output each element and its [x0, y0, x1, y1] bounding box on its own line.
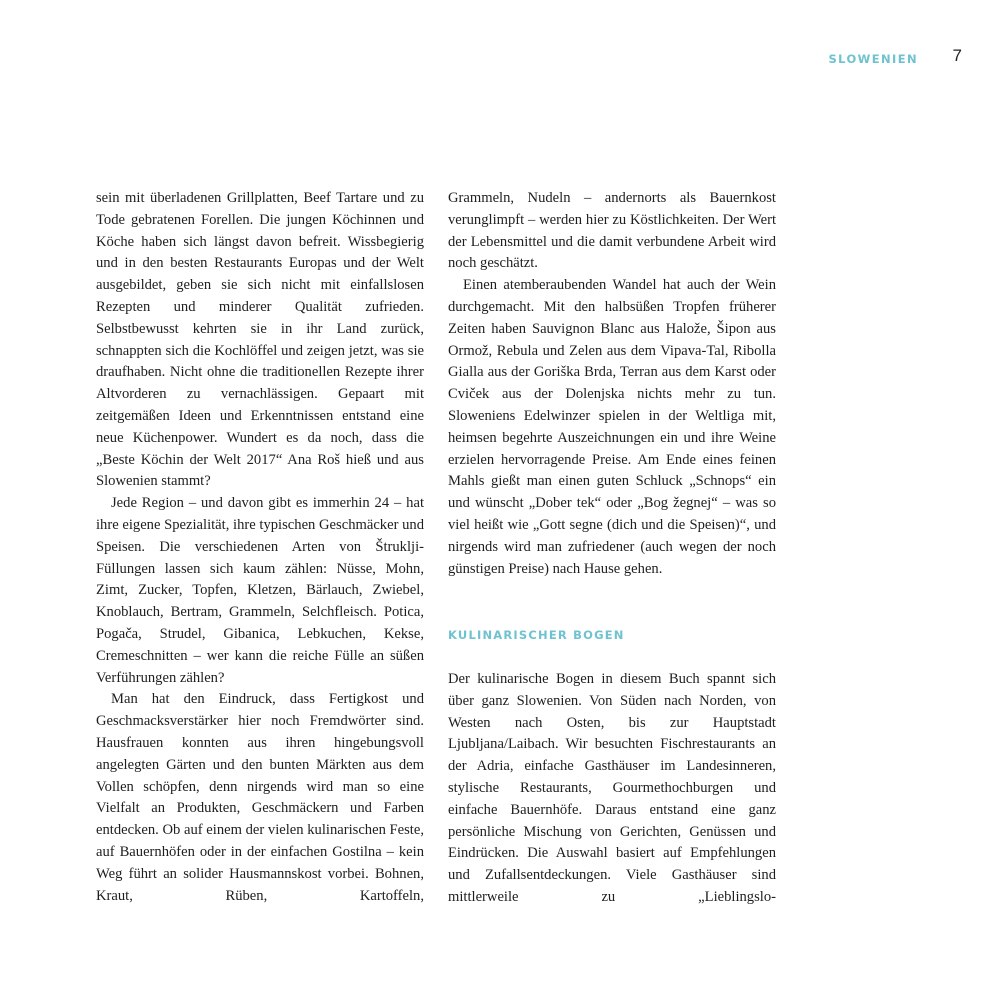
section-subheading: KULINARISCHER BOGEN: [448, 628, 625, 642]
page-number: 7: [952, 46, 962, 65]
paragraph-right-2: Einen atemberaubenden Wandel hat auch der Wein durchgemacht. Mit den halbsüßen Tropfen früherer Zeiten haben Sauvignon Blanc aus Halože, Šipon aus Ormož, Rebula und Zelen aus dem Vipava-Tal, Ribolla Gialla aus der Goriška Brda, Terran aus dem Karst oder Cviček aus der Dolenjska nichts mehr zu tun. Sloweniens Edelwinzer spielen in der Weltliga mit, heimsen begehrte Auszeichnungen ein und ihre Weine erzielen hervorragende Preise. Am Ende eines feinen Mahls gießt man einen guten Schluck „Schnops“ ein und wünscht „Dober tek“ oder „Bog žegnej“ – was so viel heißt wie „Gott segne (dich und die Speisen)“, und nirgends wird man zufriedener (auch wegen der noch günstigen Preise) nach Hause gehen.: [448, 277, 776, 577]
paragraph-left-3: Man hat den Eindruck, dass Fertigkost und Geschmacksverstärker hier noch Fremdwörter sind. Hausfrauen konnten aus ihren hingebungsvoll angelegten Gärten und den bunten Märkten aus dem Vollen schöpfen, denn nirgends wird man so eine Vielfalt an Produkten, Geschmäckern und Farben entdecken. Ob auf einem der vielen kulinarischen Feste, auf Bauernhöfen oder in der einfachen Gostilna – kein Weg führt an solider Hausmannskost vorbei. Bohnen, Kraut, Rüben, Kartoffeln,: [96, 691, 424, 904]
paragraph-left-2: Jede Region – und davon gibt es immerhin 24 – hat ihre eigene Spezialität, ihre typischen Geschmäcker und Speisen. Die verschiedenen Arten von Štruklji-Füllungen lassen sich kaum zählen: Nüsse, Mohn, Zimt, Zucker, Topfen, Kletzen, Bärlauch, Zwiebel, Knoblauch, Bertram, Grammeln, Selchfleisch. Potica, Pogača, Strudel, Gibanica, Lebkuchen, Kekse, Cremeschnitten – wer kann die reiche Fülle an süßen Verführungen zählen?: [96, 495, 424, 686]
paragraph-right-1: Grammeln, Nudeln – andernorts als Bauernkost verunglimpft – werden hier zu Köstlichkeiten. Der Wert der Lebensmittel und die damit verbundene Arbeit wird noch geschätzt.: [448, 190, 776, 272]
paragraph-left-1: sein mit überladenen Grillplatten, Beef Tartare und zu Tode gebratenen Forellen. Die jungen Köchinnen und Köche haben sich längst davon befreit. Wissbegierig und in den besten Restaurants Europas und der Welt ausgebildet, geben sie sich nicht mit einfallslosen Rezepten und minderer Qualität zufrieden. Selbstbewusst kehrten sie in ihr Land zurück, schnappten sich die Kochlöffel und zeigen jetzt, was sie draufhaben. Nicht ohne die traditionellen Rezepte ihrer Altvorderen zu vernachlässigen. Gepaart mit zeitgemäßen Ideen und Erkenntnissen entstand eine neue Küchenpower. Wundert es da noch, dass die „Beste Köchin der Welt 2017“ Ana Roš hieß und aus Slowenien stammt?: [96, 190, 424, 490]
section-title: SLOWENIEN: [828, 52, 918, 66]
left-column: [96, 188, 424, 907]
running-head: [700, 48, 962, 68]
right-column: [448, 188, 776, 580]
paragraph-right-3: Der kulinarische Bogen in diesem Buch spannt sich über ganz Slowenien. Von Süden nach Norden, von Westen nach Osten, bis zur Hauptstadt Ljubljana/Laibach. Wir besuchten Fischrestaurants an der Adria, einfache Gasthäuser im Landesinneren, stylische Restaurants, Gourmethochburgen und einfache Bauernhöfe. Daraus entstand eine ganz persönliche Mischung von Gerichten, Genüssen und Eindrücken. Die Auswahl basiert auf Empfehlungen und Zufallsentdeckungen. Viele Gasthäuser sind mittlerweile zu „Lieblingslo-: [448, 671, 776, 905]
right-column-continued: [448, 669, 776, 909]
